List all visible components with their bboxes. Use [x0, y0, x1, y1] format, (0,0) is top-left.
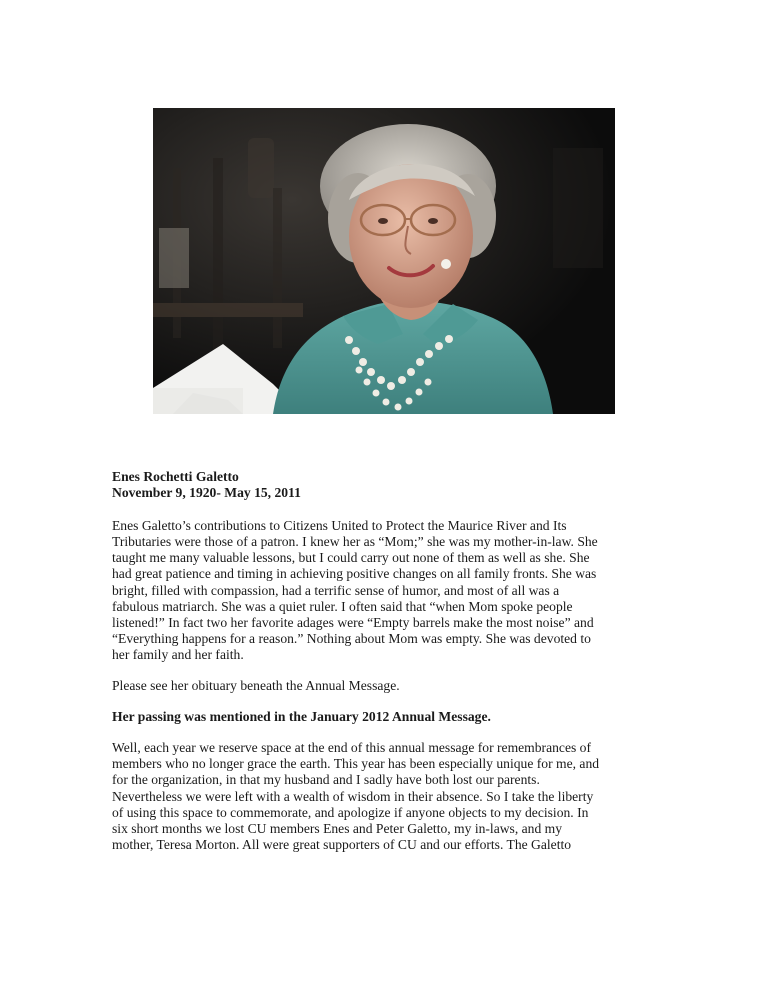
text-line: six short months we lost CU members Enes and Peter Galetto, my in-laws, and my [112, 820, 563, 836]
text-line: mother, Teresa Morton. All were great supporters of CU and our efforts. The Galetto [112, 836, 572, 852]
obituary-note: Please see her obituary beneath the Annual Message. [112, 678, 400, 694]
text-line: of using this space to commemorate, and apologize if anyone objects to my decision. In [112, 804, 589, 820]
annual-message-paragraph [112, 740, 660, 853]
text-line: members who no longer grace the earth. This year has been especially unique for me, and [112, 756, 600, 772]
text-line: her family and her faith. [112, 646, 244, 662]
portrait-illustration [153, 108, 615, 414]
person-name: Enes Rochetti Galetto [112, 469, 239, 484]
portrait-photo [153, 108, 615, 414]
text-line: Tributaries were those of a patron. I knew her as “Mom;” she was my mother-in-law. She [112, 534, 598, 550]
text-line: “Everything happens for a reason.” Nothing about Mom was empty. She was devoted to [112, 630, 591, 646]
tribute-paragraph [112, 518, 660, 663]
annual-message-heading: Her passing was mentioned in the January 2012 Annual Message. [112, 709, 491, 725]
text-line: listened!” In fact two her favorite adages were “Empty barrels make the most noise” and [112, 614, 594, 630]
life-dates: November 9, 1920- May 15, 2011 [112, 485, 301, 501]
text-line: Nevertheless we were left with a wealth of wisdom in their absence. So I take the liberty [112, 788, 594, 804]
document-body [112, 469, 660, 853]
text-line: Enes Galetto’s contributions to Citizens United to Protect the Maurice River and Its [112, 518, 567, 534]
text-line: for the organization, in that my husband and I sadly have both lost our parents. [112, 772, 540, 788]
text-line: Well, each year we reserve space at the end of this annual message for remembrances of [112, 740, 591, 756]
text-line: fabulous matriarch. She was a quiet ruler. I often said that “when Mom spoke people [112, 598, 573, 614]
text-line: taught me many valuable lessons, but I could carry out none of them as well as she. She [112, 550, 590, 566]
text-line: had great patience and timing in achieving positive changes on all family fronts. She was [112, 566, 597, 582]
text-line: bright, filled with compassion, had a terrific sense of humor, and most of all was a [112, 582, 560, 598]
